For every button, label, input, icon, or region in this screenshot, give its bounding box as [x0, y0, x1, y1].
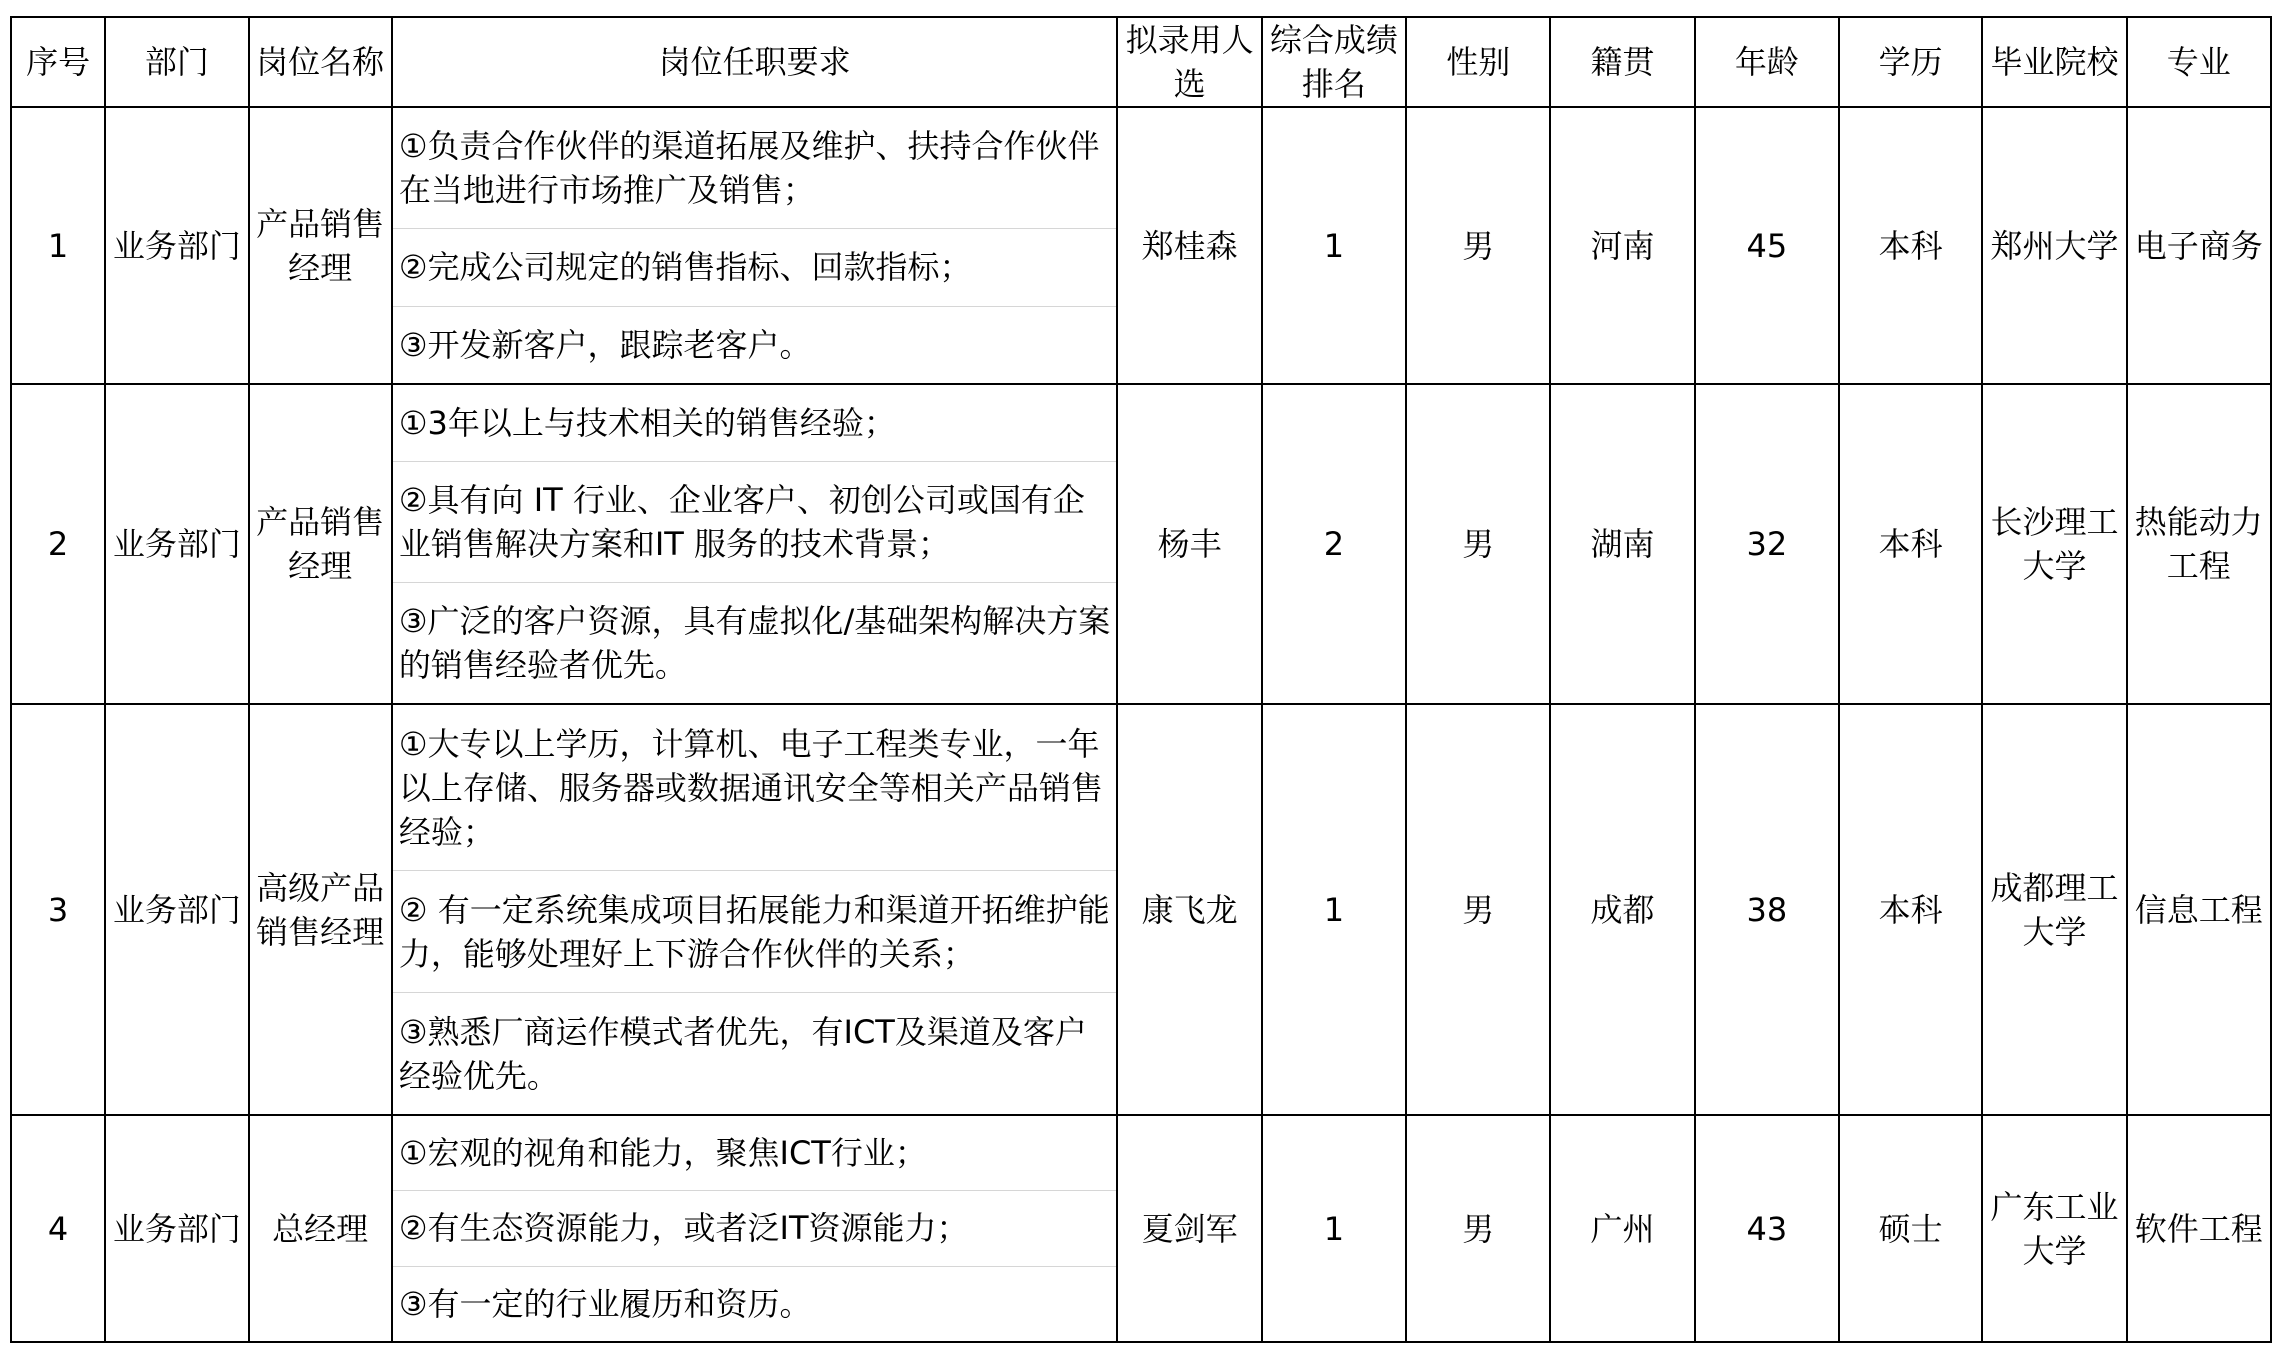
position-name: 产品销售经理 — [249, 384, 392, 704]
school: 长沙理工大学 — [1982, 384, 2126, 704]
header-cell: 学历 — [1839, 17, 1982, 107]
overall-rank: 2 — [1262, 384, 1406, 704]
major: 热能动力工程 — [2127, 384, 2271, 704]
major: 软件工程 — [2127, 1115, 2271, 1342]
recruitment-table — [10, 16, 2272, 1343]
native-place: 广州 — [1550, 1115, 1694, 1342]
school: 郑州大学 — [1982, 107, 2126, 384]
department: 业务部门 — [105, 384, 248, 704]
table-row — [11, 704, 2271, 1115]
row-number: 2 — [11, 384, 105, 704]
candidate-name: 郑桂森 — [1117, 107, 1261, 384]
table-header-row — [11, 17, 2271, 107]
candidate-name: 杨丰 — [1117, 384, 1261, 704]
header-cell: 籍贯 — [1550, 17, 1694, 107]
native-place: 湖南 — [1550, 384, 1694, 704]
table-row — [11, 107, 2271, 384]
major: 电子商务 — [2127, 107, 2271, 384]
header-cell: 年龄 — [1695, 17, 1839, 107]
school: 成都理工大学 — [1982, 704, 2126, 1115]
age: 38 — [1695, 704, 1839, 1115]
position-name: 高级产品销售经理 — [249, 704, 392, 1115]
requirement-item: ③开发新客户，跟踪老客户。 — [398, 325, 812, 364]
header-cell: 拟录用人选 — [1117, 17, 1261, 107]
education: 本科 — [1839, 107, 1982, 384]
position-name: 总经理 — [249, 1115, 392, 1342]
header-cell: 岗位任职要求 — [392, 17, 1118, 107]
requirement-item: ②具有向 IT 行业、企业客户、初创公司或国有企业销售解决方案和IT 服务的技术背景； — [393, 462, 1117, 583]
department: 业务部门 — [105, 704, 248, 1115]
age: 45 — [1695, 107, 1839, 384]
education: 本科 — [1839, 384, 1982, 704]
requirement-item: ②完成公司规定的销售指标、回款指标； — [393, 229, 1117, 306]
school: 广东工业大学 — [1982, 1115, 2126, 1342]
education: 本科 — [1839, 704, 1982, 1115]
department: 业务部门 — [105, 1115, 248, 1342]
header-cell: 性别 — [1406, 17, 1550, 107]
requirement-item: ③广泛的客户资源，具有虚拟化/基础架构解决方案的销售经验者优先。 — [398, 602, 1111, 684]
row-number: 4 — [11, 1115, 105, 1342]
requirement-item: ③熟悉厂商运作模式者优先，有ICT及渠道及客户经验优先。 — [398, 1012, 1087, 1095]
overall-rank: 1 — [1262, 704, 1406, 1115]
requirement-item: ② 有一定系统集成项目拓展能力和渠道开拓维护能力，能够处理好上下游合作伙伴的关系； — [393, 871, 1117, 993]
gender: 男 — [1406, 1115, 1550, 1342]
header-cell: 序号 — [11, 17, 105, 107]
requirements-cell — [392, 704, 1118, 1115]
requirement-item: ①宏观的视角和能力，聚焦ICT行业； — [393, 1116, 1117, 1191]
requirements-cell — [392, 107, 1118, 384]
education: 硕士 — [1839, 1115, 1982, 1342]
overall-rank: 1 — [1262, 1115, 1406, 1342]
requirements-cell — [392, 1115, 1118, 1342]
gender: 男 — [1406, 107, 1550, 384]
header-cell: 岗位名称 — [249, 17, 392, 107]
header-cell: 专业 — [2127, 17, 2271, 107]
header-cell: 综合成绩排名 — [1262, 17, 1406, 107]
age: 32 — [1695, 384, 1839, 704]
major: 信息工程 — [2127, 704, 2271, 1115]
requirement-item: ①3年以上与技术相关的销售经验； — [393, 385, 1117, 462]
header-cell: 毕业院校 — [1982, 17, 2126, 107]
age: 43 — [1695, 1115, 1839, 1342]
native-place: 成都 — [1550, 704, 1694, 1115]
requirement-item: ①负责合作伙伴的渠道拓展及维护、扶持合作伙伴在当地进行市场推广及销售； — [393, 108, 1117, 229]
native-place: 河南 — [1550, 107, 1694, 384]
gender: 男 — [1406, 384, 1550, 704]
requirement-item: ③有一定的行业履历和资历。 — [398, 1284, 812, 1323]
requirement-item: ②有生态资源能力，或者泛IT资源能力； — [393, 1191, 1117, 1266]
overall-rank: 1 — [1262, 107, 1406, 384]
row-number: 3 — [11, 704, 105, 1115]
department: 业务部门 — [105, 107, 248, 384]
candidate-name: 康飞龙 — [1117, 704, 1261, 1115]
table-row — [11, 384, 2271, 704]
row-number: 1 — [11, 107, 105, 384]
candidate-name: 夏剑军 — [1117, 1115, 1261, 1342]
header-cell: 部门 — [105, 17, 248, 107]
gender: 男 — [1406, 704, 1550, 1115]
requirement-item: ①大专以上学历，计算机、电子工程类专业，一年以上存储、服务器或数据通讯安全等相关产品销售经验； — [393, 705, 1117, 871]
table-row — [11, 1115, 2271, 1342]
position-name: 产品销售经理 — [249, 107, 392, 384]
requirements-cell — [392, 384, 1118, 704]
